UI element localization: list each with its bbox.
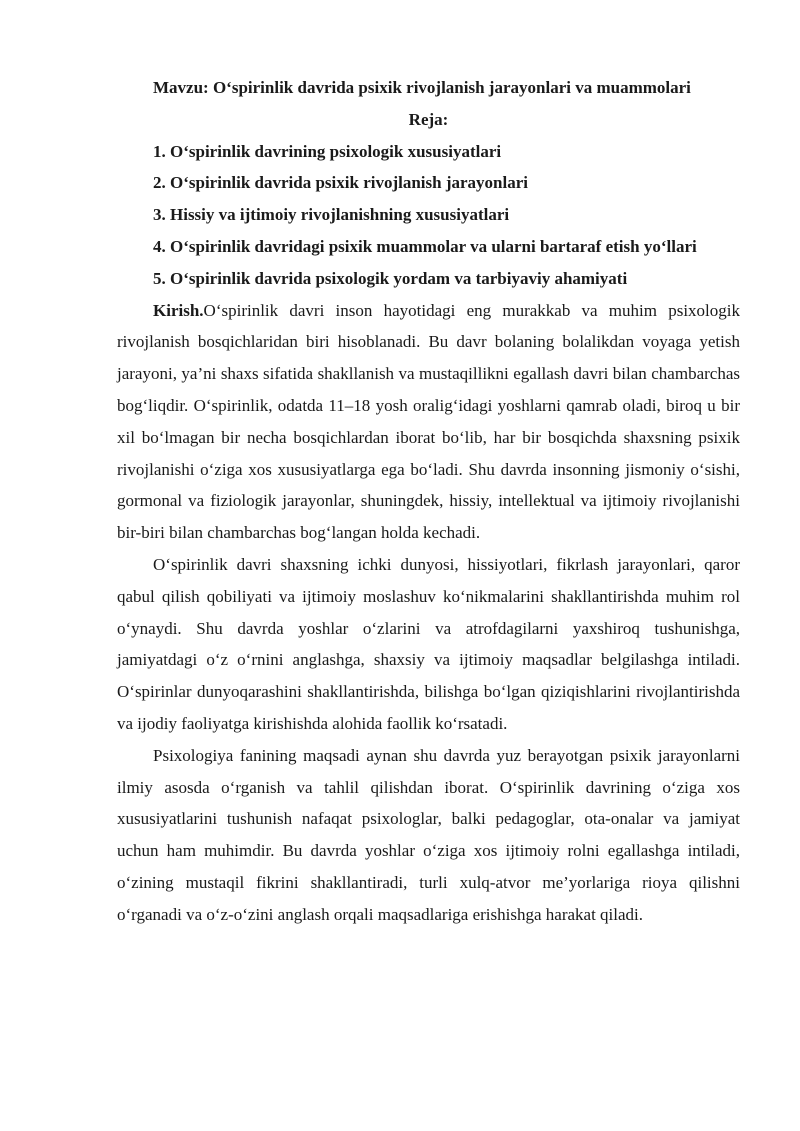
plan-item-1: 1. O‘spirinlik davrining psixologik xususiyatlari [153,141,502,161]
body-paragraph-2: O‘spirinlik davri shaxsning ichki dunyosi, hissiyotlari, fikrlash jarayonlari, qaror qabul qilish qobiliyati va ijtimoiy moslashuv ko‘nikmalarini shakllantirishda muhim rol o‘ynaydi. Shu davrda yoshlar o‘zlarini va atrofdagilarni yaxshiroq tushunishga, jamiyatdagi o‘z o‘rnini anglashga, shaxsiy va ijtimoiy maqsadlar belgilashga intiladi. O‘spirinlar dunyoqarashini shakllantirishda, bilishga bo‘lgan qiziqishlarini rivojlantirishda va ijodiy faoliyatga kirishishda alohida faollik ko‘rsatadi. [117,554,740,733]
plan-item-4: 4. O‘spirinlik davridagi psixik muammolar va ularni bartaraf etish yo‘llari [153,236,697,256]
document-page [117,72,740,931]
plan-item-3: 3. Hissiy va ijtimoiy rivojlanishning xususiyatlari [153,205,510,225]
body-paragraph-3: Psixologiya fanining maqsadi aynan shu davrda yuz berayotgan psixik jarayonlarni ilmiy asosda o‘rganish va tahlil qilishdan iborat. O‘spirinlik davrining o‘ziga xos xususiyatlarini tushunish nafaqat psixologlar, balki pedagoglar, ota-onalar va jamiyat uchun ham muhimdir. Bu davrda yoshlar o‘ziga xos ijtimoiy rolni egallashga intiladi, o‘zining mustaqil fikrini shakllantiradi, turli xulq-atvor me’yorlariga rioya qilishni o‘rganadi va o‘z-o‘zini anglash orqali maqsadlariga erishishga harakat qiladi. [117,745,740,924]
intro-lead: Kirish. [153,300,204,320]
plan-heading: Reja: [408,109,449,129]
intro-paragraph [117,295,740,549]
document-topic: Mavzu: O‘spirinlik davrida psixik rivojlanish jarayonlari va muammolari [153,78,691,97]
plan-item-5: 5. O‘spirinlik davrida psixologik yordam va tarbiyaviy ahamiyati [153,268,628,288]
plan-item-2: 2. O‘spirinlik davrida psixik rivojlanish jarayonlari [153,173,529,193]
intro-text: O‘spirinlik davri inson hayotidagi eng murakkab va muhim psixologik rivojlanish bosqichlaridan biri hisoblanadi. Bu davr bolaning bolalikdan voyaga yetish jarayoni, ya’ni shaxs sifatida shakllanish va mustaqillikni egallash davri bilan chambarchas bog‘liqdir. O‘spirinlik, odatda 11–18 yosh oralig‘idagi yoshlarni qamrab oladi, biroq u bir xil bo‘lmagan bir necha bosqichlardan iborat bo‘lib, har bir bosqichda shaxsning psixik rivojlanishi o‘ziga xos xususiyatlarga ega bo‘ladi. Shu davrda insonning jismoniy o‘sishi, gormonal va fiziologik jarayonlar, shuningdek, hissiy, intellektual va ijtimoiy rivojlanishi bir-biri bilan chambarchas bog‘langan holda kechadi. [117,300,740,543]
